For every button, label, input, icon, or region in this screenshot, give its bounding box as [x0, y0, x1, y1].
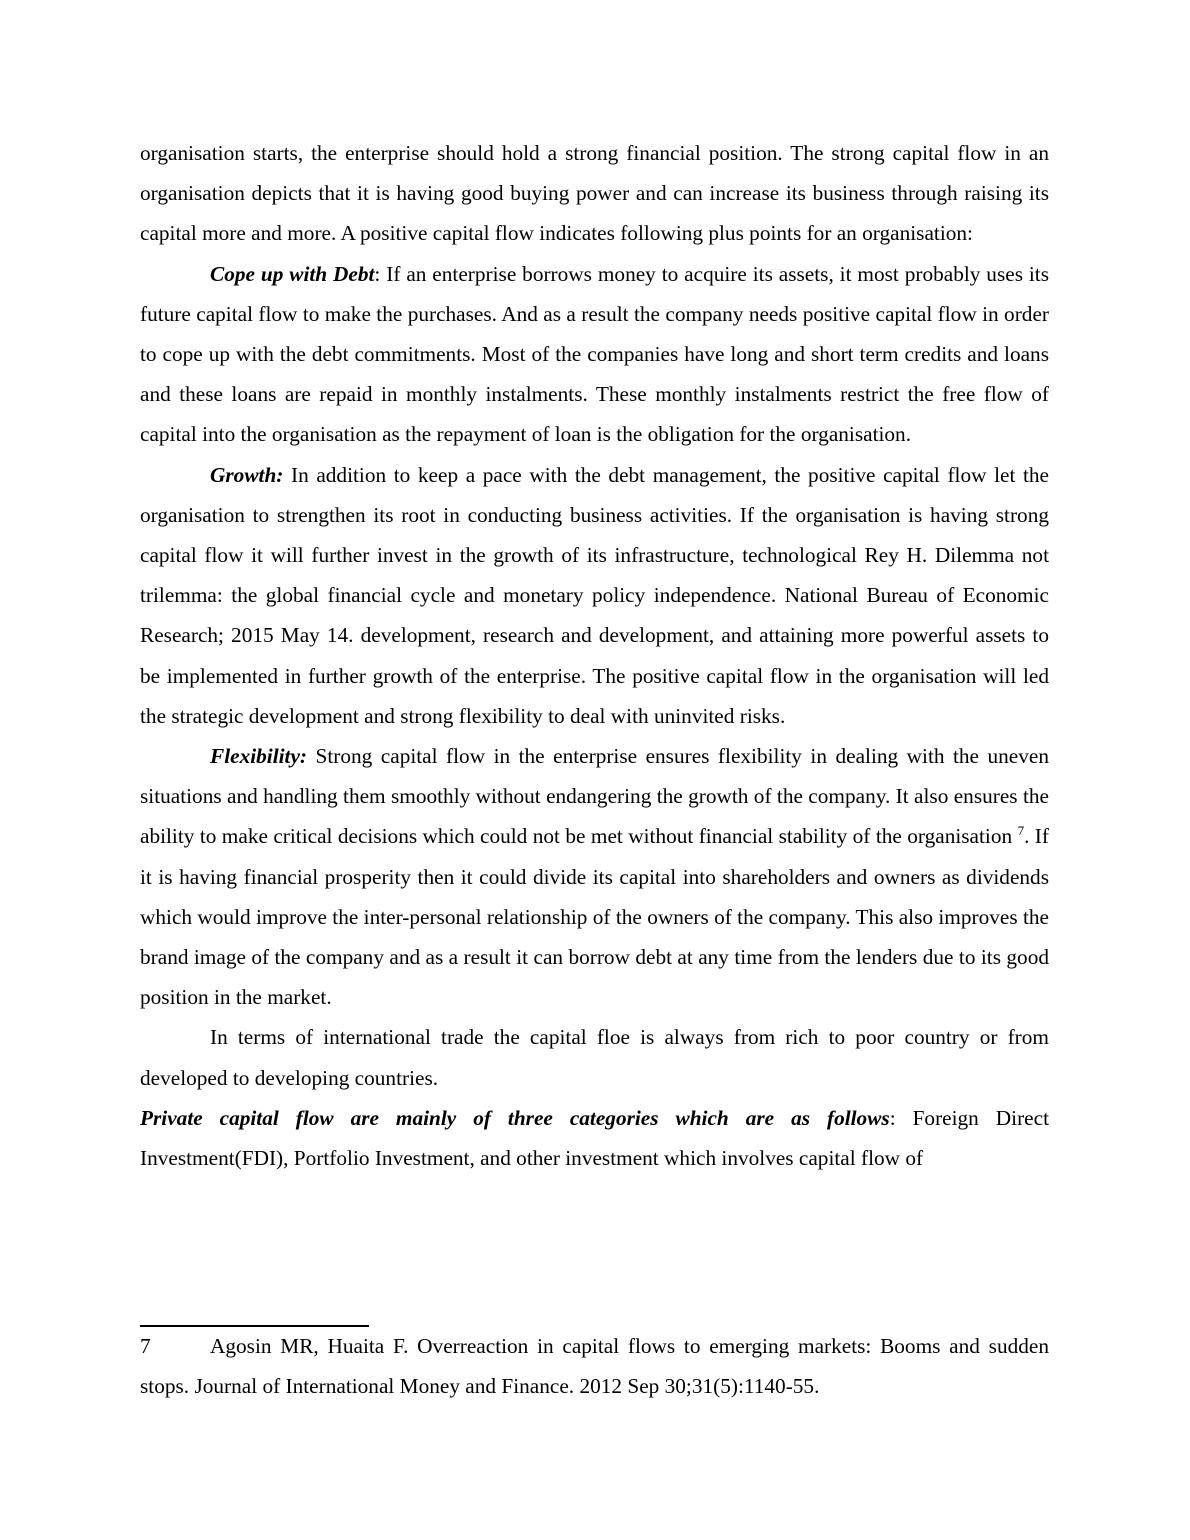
- private-capital-text: : Foreign Direct Investment(FDI), Portfolio Investment, and other investment which involves capital flow of: [140, 1105, 1049, 1171]
- debt-text: : If an enterprise borrows money to acquire its assets, it most probably uses its future capital flow to make the purchases. And as a result the company needs positive capital flow in order to cope up with the debt commitments. Most of the companies have long and short term credits and loans and these loans are repaid in monthly instalments. These monthly instalments restrict the free flow of capital into the organisation as the repayment of loan is the obligation for the organisation.: [140, 261, 1050, 447]
- growth-text: In addition to keep a pace with the debt management, the positive capital flow let the organisation to strengthen its root in conducting business activities. If the organisation is having strong capital flow it will further invest in the growth of its infrastructure, technological Rey H. Dilemma not trilemma: the global financial cycle and monetary policy independence. National Bureau of Economic Research; 2015 May 14. development, research and development, and attaining more powerful assets to be implemented in further growth of the enterprise. The positive capital flow in the organisation will led the strategic development and strong flexibility to deal with uninvited risks.: [140, 462, 1049, 728]
- growth-paragraph: [140, 455, 1049, 736]
- intro-paragraph: organisation starts, the enterprise should hold a strong financial position. The strong capital flow in an organisation depicts that it is having good buying power and can increase its business through raising its capital more and more. A positive capital flow indicates following plus points for an organisation:: [140, 141, 1049, 246]
- footnote-reference[interactable]: 7: [1017, 823, 1025, 839]
- footnote: [140, 1326, 1049, 1406]
- flexibility-text-before: Strong capital flow in the enterprise ensures flexibility in dealing with the uneven situations and handling them smoothly without endangering the growth of the company. It also ensures the ability to make critical decisions which could not be met without financial stability of the organisation: [140, 744, 1049, 849]
- growth-heading: Growth:: [210, 462, 284, 487]
- private-capital-heading: Private capital flow are mainly of three categories which are as follows: [140, 1105, 890, 1130]
- trade-paragraph: In terms of international trade the capital floe is always from rich to poor country or from developed to developing countries.: [140, 1025, 1049, 1090]
- private-capital-paragraph: [140, 1098, 1049, 1178]
- footnote-number: 7: [140, 1334, 151, 1358]
- debt-heading: Cope up with Debt: [210, 261, 375, 286]
- flexibility-heading: Flexibility:: [210, 744, 308, 769]
- flexibility-paragraph: [140, 736, 1049, 1017]
- flexibility-text-after: . If it is having financial prosperity then it could divide its capital into shareholders and owners as dividends which would improve the inter-personal relationship of the owners of the company. This also improves the brand image of the company and as a result it can borrow debt at any time from the lenders due to its good position in the market.: [140, 824, 1049, 1010]
- document-body: [140, 133, 1049, 1178]
- footnote-text: Agosin MR, Huaita F. Overreaction in capital flows to emerging markets: Booms and sudden stops. Journal of International Money and Finance. 2012 Sep 30;31(5):1140-55.: [140, 1334, 1049, 1399]
- debt-paragraph: [140, 254, 1049, 455]
